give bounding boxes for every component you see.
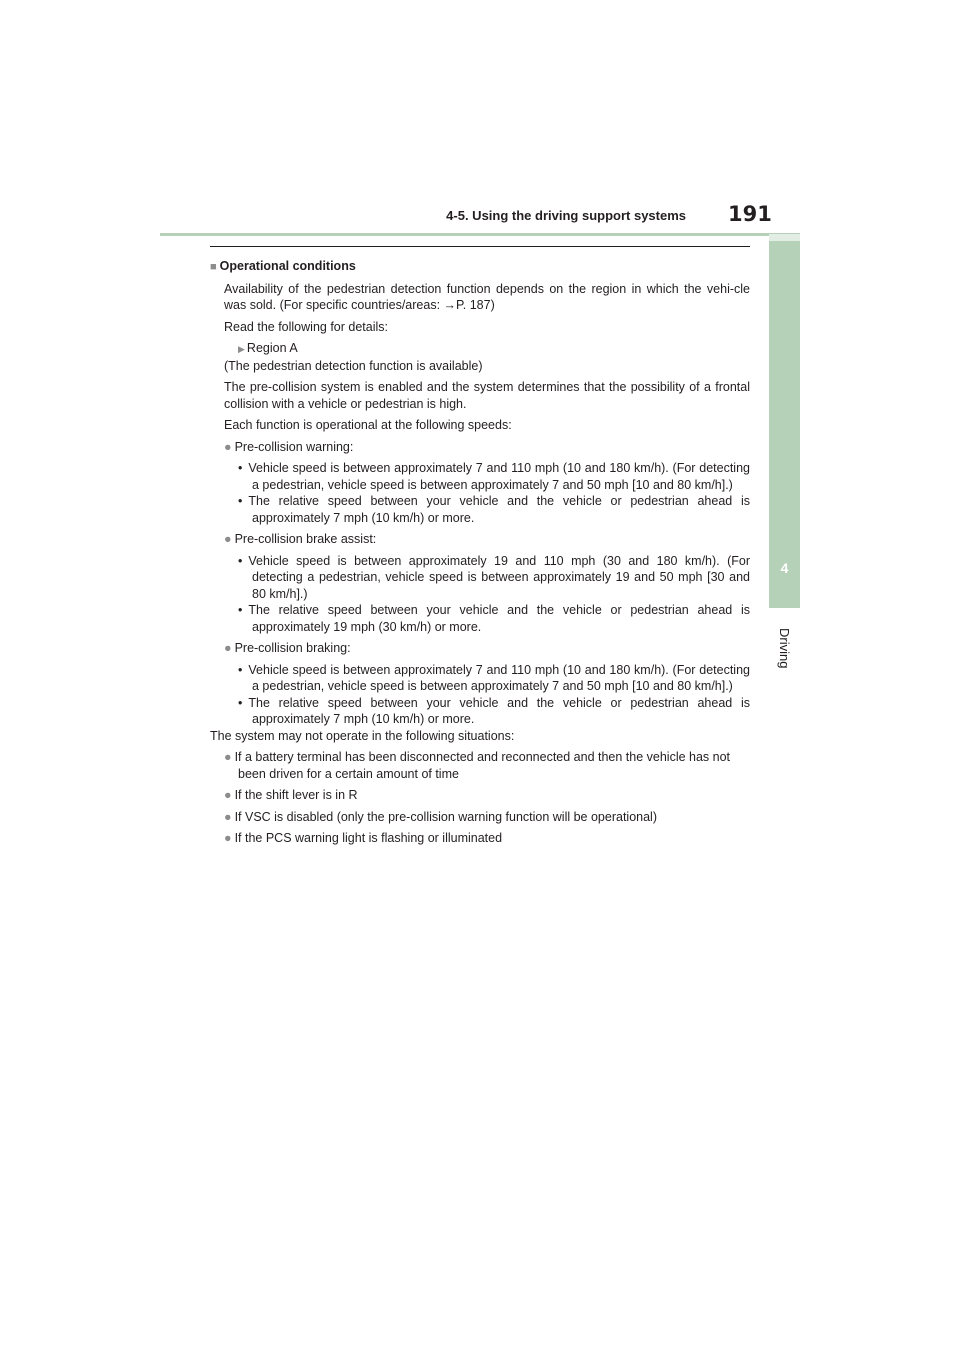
region-label: Region A	[246, 341, 298, 355]
situation-item: ● If VSC is disabled (only the pre-collision warning function will be operational)	[224, 809, 657, 824]
circle-bullet-icon: ●	[224, 809, 232, 824]
circle-bullet-icon: ●	[224, 750, 232, 764]
intro-text: Availability of the pedestrian detection function depends on the region in which the vehi-cle was sold. (For specific countries/areas:	[224, 281, 750, 312]
intro-text-end: )	[490, 298, 495, 312]
not-operate-intro: The system may not operate in the following situations:	[210, 728, 515, 743]
function-item: • Vehicle speed is between approximately 7 and 110 mph (10 and 180 km/h). (For detecting a pedestrian, vehicle speed is between approximately 7 and 50 mph [10 and 80 km/h].)	[238, 461, 750, 492]
circle-bullet-icon: ●	[224, 532, 232, 546]
circle-bullet-icon: ●	[224, 788, 232, 802]
circle-bullet-icon: ●	[224, 439, 232, 454]
content	[210, 258, 750, 847]
situation-item: ● If a battery terminal has been disconnected and reconnected and then the vehicle has not been driven for a certain amount of time	[224, 750, 731, 781]
square-bullet-icon: ■	[210, 261, 217, 273]
section-title: Operational conditions	[219, 259, 356, 273]
header-rule	[160, 233, 800, 236]
page-reference-link[interactable]: →P. 187	[443, 298, 491, 312]
condition-paragraph: The pre-collision system is enabled and the system determines that the possibility of a frontal collision with a vehicle or pedestrian is high.	[224, 380, 750, 411]
function-item: • Vehicle speed is between approximately 19 and 110 mph (30 and 180 km/h). (For detecting a pedestrian, vehicle speed is between approximately 19 and 50 mph [30 and 80 km/h].)	[238, 553, 750, 601]
details-paragraph: Read the following for details:	[224, 319, 388, 334]
side-tab	[769, 241, 800, 608]
situation-item: ● If the shift lever is in R	[224, 788, 358, 802]
intro-paragraph	[210, 281, 750, 314]
speeds-paragraph: Each function is operational at the following speeds:	[224, 418, 512, 432]
content-rule	[210, 246, 750, 247]
circle-bullet-icon: ●	[224, 831, 232, 845]
side-tab-label: Driving	[777, 628, 792, 669]
header-section-title: 4-5. Using the driving support systems	[446, 208, 686, 223]
function-title: ● Pre-collision braking:	[224, 641, 351, 655]
function-item: • The relative speed between your vehicle and the vehicle or pedestrian ahead is approximately 7 mph (10 km/h) or more.	[238, 494, 750, 525]
function-item: • Vehicle speed is between approximately 7 and 110 mph (10 and 180 km/h). (For detecting a pedestrian, vehicle speed is between approximately 7 and 50 mph [10 and 80 km/h].)	[238, 662, 750, 693]
region-note: (The pedestrian detection function is available)	[224, 358, 483, 373]
situation-item: ● If the PCS warning light is flashing or illuminated	[224, 831, 503, 845]
function-item: • The relative speed between your vehicle and the vehicle or pedestrian ahead is approximately 19 mph (30 km/h) or more.	[238, 603, 750, 634]
triangle-right-icon: ▶	[238, 344, 245, 354]
circle-bullet-icon: ●	[224, 641, 232, 655]
function-title: ● Pre-collision brake assist:	[224, 532, 377, 546]
page-number: 191	[728, 202, 772, 226]
side-tab-number: 4	[780, 560, 789, 576]
section-heading	[210, 258, 750, 276]
function-item: • The relative speed between your vehicle and the vehicle or pedestrian ahead is approximately 7 mph (10 km/h) or more.	[238, 695, 750, 726]
function-title: ● Pre-collision warning:	[224, 439, 354, 454]
region-heading	[210, 340, 750, 358]
